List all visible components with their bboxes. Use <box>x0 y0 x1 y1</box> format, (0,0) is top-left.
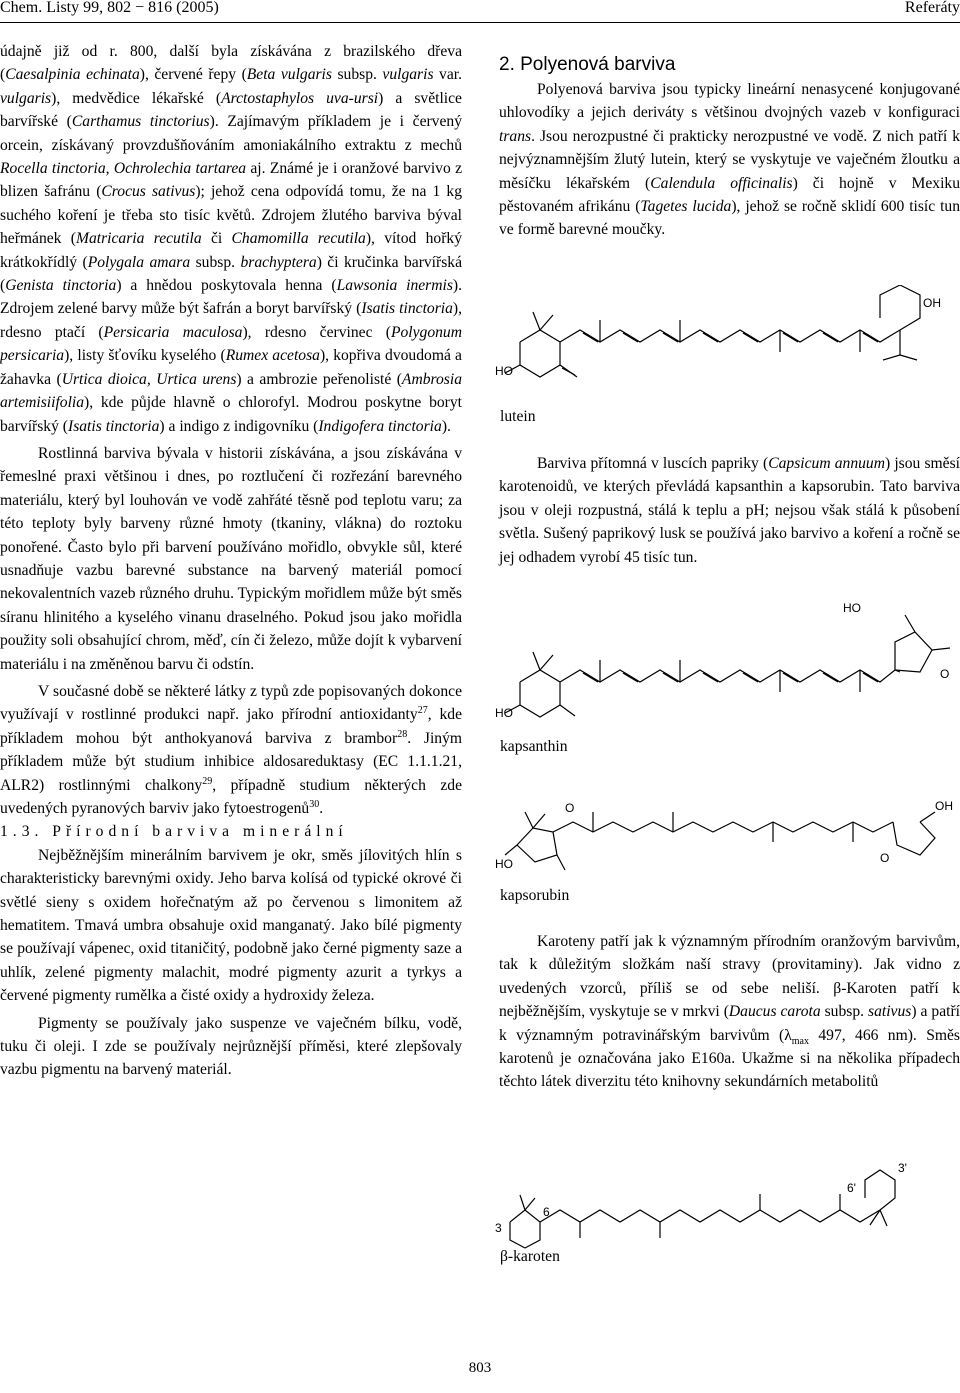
kapsanthin-diagram <box>495 600 960 740</box>
section-title: 2. Polyenová barviva <box>499 54 676 75</box>
kapsorubin-label: kapsorubin <box>500 887 570 904</box>
lutein-oh-label: OH <box>923 296 941 310</box>
kapsorubin-ho-label: HO <box>495 857 513 871</box>
bk-3p-label: 3' <box>898 1161 907 1175</box>
right-paragraph-2: Barviva přítomná v luscích papriky (Capsicum annuum) jsou směsí karotenoidů, ve kterých převládá kapsanthin a kapsorubin. Tato barviva jsou v oleji rozpustná, stálá k teplu a pH; nejsou však stálá k působení světla. Sušený paprikový lusk se používá jako barvivo a koření a ročně se jej odhadem vyrobí 45 tisíc tun. <box>499 455 960 566</box>
betakaroten-structure <box>495 1160 960 1275</box>
journal-citation: Chem. Listy 99, 802 − 816 (2005) <box>0 0 219 16</box>
right-column <box>499 52 960 242</box>
page-number: 803 <box>468 1360 492 1376</box>
right-paragraph-1: Polyenová barviva jsou typicky lineární nenasycené konjugované uhlovodíky a jejich deriváty s většinou dvojných vazeb v konfiguraci trans. Jsou nerozpustné či prakticky nerozpustné ve vodě. Z nich patří k nejvýznamnějším žlutý lutein, který se vyskytuje ve vaječném žloutku a měsíčku lékařském (Calendula officinalis) či hojně v Mexiku pěstovaném afrikánu (Tagetes lucida), jehož se ročně sklidí 600 tisíc tun ve formě barevné moučky. <box>499 81 960 239</box>
right-paragraph-3: Karoteny patří jak k významným přírodním oranžovým barvivům, tak k důležitým složkám naší stravy (provitaminy). Jak vidno z uvedených vzorců, příliš se od sebe neliší. β-Karoten patří k nejběžnějším, vyskytuje se v mrkvi (Daucus carota subsp. sativus) a patří k významným potravinářským barvivům ($\lambda_{max}$ 497, 466 nm). Směs karotenů je označována jako E160a. Ukažme si na několika případech těchto látek diverzitu této knihovny sekundárních metabolitů <box>499 933 960 1091</box>
bk-6-label: 6 <box>543 1205 550 1219</box>
running-header <box>0 0 960 20</box>
lutein-diagram <box>495 285 960 435</box>
left-paragraph-2: Rostlinná barviva bývala v historii získávána, a jsou získávána v řemeslné praxi většinou i dnes, po roztlučení či rozřezání barevného materiálu, který byl louhován ve vodě zahřáté těsně pod teplotu varu; za této teploty byly barveny různé hmoty (tkaniny, vlákna) do roztoku ponořené. Často bylo při barvení používáno mořidlo, obvykle sůl, které usnadňuje vazbu barevné substance na barvený materiál pomocí nekovalentních vazeb různého druhu. Typickým mořidlem může být směs síranu hlinitého a kyselého vinanu draselného. Pokud jsou jako mořidla použity soli obsahující chrom, měď, cín či železo, může dojít k vybarvení materiálu i na změněnou barvu či odstín. <box>0 444 462 673</box>
lutein-structure <box>495 285 960 435</box>
left-paragraph-4: Nejběžnějším minerálním barvivem je okr, směs jílovitých hlín s charakteristicky barevnými oxidy. Jeho barva kolísá od typické okrové či světlé sieny s oxidem hořečnatým až po červenou s limonitem až hematitem. Tmavá umbra obsahuje oxid manganatý. Jako bílé pigmenty se používají vápenec, oxid titaničitý, podobně jako černé pigmenty saze a uhlík, zelené pigmenty malachit, modré pigmenty azurit a tyrkys a červené pigmenty rumělka a čisté oxidy a hydroxidy železa. <box>0 846 462 1005</box>
kapsanthin-o-label: O <box>940 667 950 681</box>
lutein-label: lutein <box>500 408 536 425</box>
kapsanthin-ho2-label: HO <box>843 601 861 615</box>
left-paragraph-1: údajně již od r. 800, další byla získávána z brazilského dřeva (Caesalpinia echinata), červené řepy (Beta vulgaris subsp. vulgaris var. vulgaris), medvědice lékařské (Arctostaphylos uva-ursi) a světlice barvířské (Carthamus tinctorius). Zajímavým příkladem je i červený orcein, získávaný provzdušňováním amoniakálního extraktu z mechů Rocella tinctoria, Ochrolechia tartarea aj. Známé je i oranžové barvivo z blizen šafránu (Crocus sativus); jehož cena odpovídá tomu, že na 1 kg suchého koření je třeba sto tisíc květů. Zdrojem žlutého barviva býval heřmánek (Matricaria recutila či Chamomilla recutila), vítod hořký krátkokřídlý (Polygala amara subsp. brachyptera) či kručinka barvířská (Genista tinctoria) a hnědou poskytovala henna (Lawsonia inermis). Zdrojem zelené barvy může být šafrán a boryt barvířský (Isatis tinctoria), rdesno ptačí (Persicaria maculosa), rdesno červinec (Polygonum persicaria), listy šťovíku kyselého (Rumex acetosa), kopřiva dvoudomá a žahavka (Urtica dioica, Urtica urens) a ambrozie peřenolisté (Ambrosia artemisiifolia), kde půjde hlavně o chlorofyl. Modrou poskytne boryt barvířský (Isatis tinctoria) a indigo z indigovníku (Indigofera tinctoria). <box>0 43 463 435</box>
kapsanthin-structure <box>495 600 960 765</box>
left-paragraph-5: Pigmenty se používaly jako suspenze ve vaječném bílku, vodě, tuku či oleji. I zde se používaly nejrůznější příměsi, které zlepšovaly vazbu pigmentu na barvený materiál. <box>0 1014 462 1079</box>
left-column <box>0 40 462 1082</box>
kapsorubin-diagram <box>495 800 960 890</box>
kapsorubin-oh-label: OH <box>935 800 953 813</box>
kapsorubin-o2-label: O <box>880 851 890 865</box>
left-paragraph-3: V současné době se některé látky z typů zde popisovaných dokonce využívají v rostlinné produkci např. jako přírodní antioxidanty$^{27}$, kde příkladem mohou být anthokyanová barviva z brambor$^{28}$. Jiným příkladem může být studium inhibice aldosareduktasy (EC 1.1.1.21, ALR2) rostlinnými chalkony$^{29}$, případně studium některých zde uvedených pyranových barviv jako fytoestrogenů$^{30}$. <box>0 682 463 817</box>
kapsorubin-structure <box>495 800 960 910</box>
kapsorubin-o1-label: O <box>565 801 575 815</box>
section-name: Referáty <box>904 0 960 16</box>
lutein-ho-label: HO <box>495 364 513 378</box>
betakaroten-label: β-karoten <box>500 1248 560 1265</box>
header-rule <box>0 22 960 23</box>
right-paragraph-3-block <box>499 930 960 1094</box>
right-paragraph-2-block <box>499 452 960 569</box>
bk-3-label: 3 <box>495 1221 502 1235</box>
kapsanthin-label: kapsanthin <box>500 738 568 755</box>
bk-6p-label: 6' <box>847 1181 856 1195</box>
subsection-heading: 1.3. Přírodní barviva minerální <box>0 823 348 841</box>
betakaroten-diagram <box>495 1160 960 1250</box>
kapsanthin-ho-label: HO <box>495 706 513 720</box>
